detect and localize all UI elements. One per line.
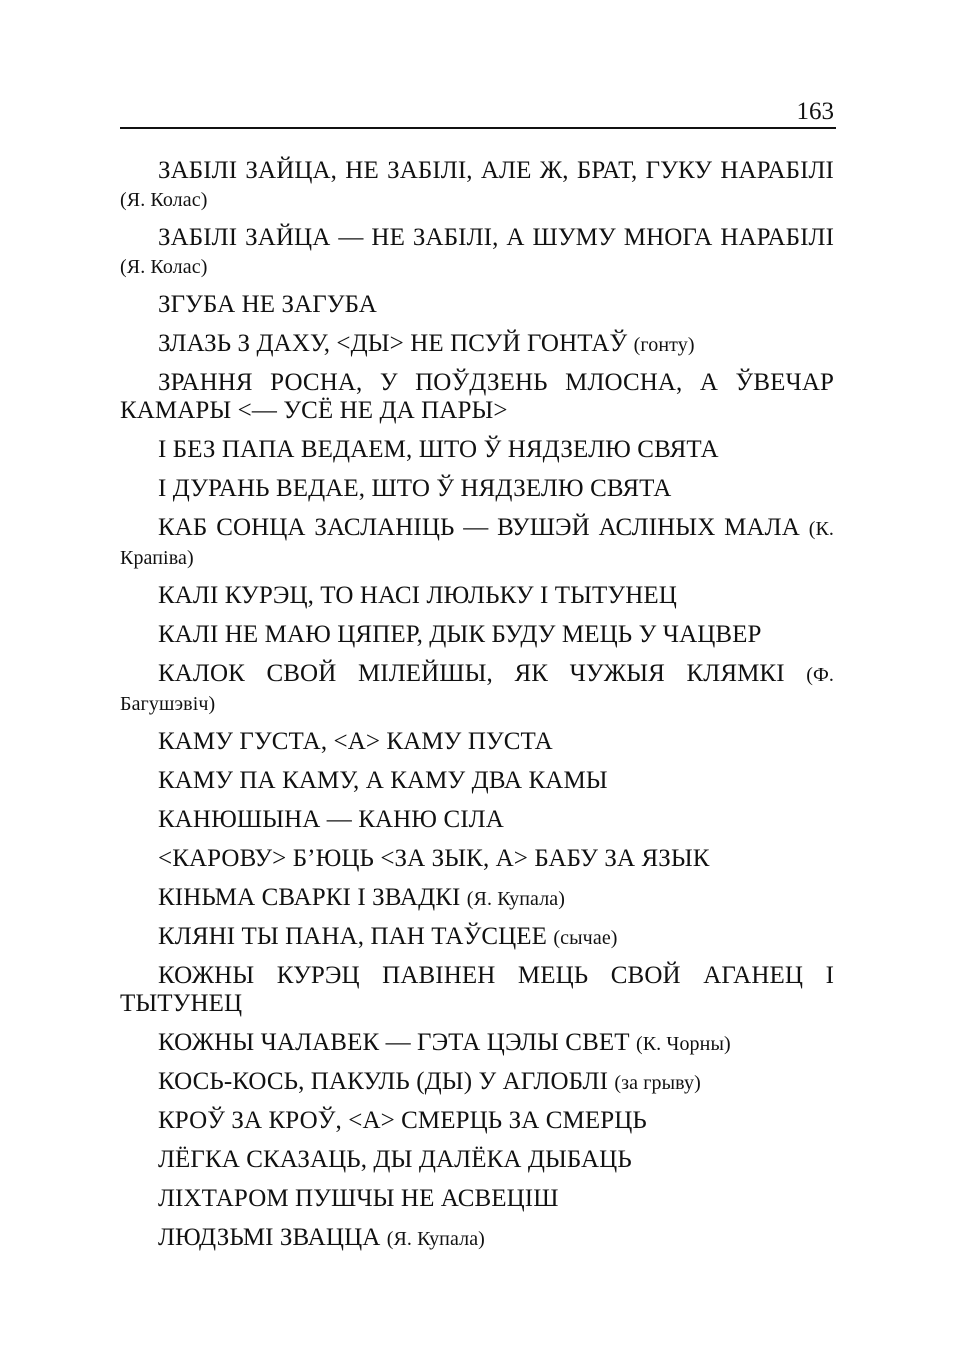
proverb-text: І ДУРАНЬ ВЕДАЕ, ШТО Ў НЯДЗЕЛЮ СВЯТА [158,475,672,502]
proverb-entry [120,728,834,757]
proverb-note: (Ф. Багушэвіч) [120,664,834,715]
proverb-text: ЗАБІЛІ ЗАЙЦА, НЕ ЗАБІЛІ, АЛЕ Ж, БРАТ, ГУКУ НАРАБІЛІ [158,157,834,184]
proverb-text: ЛЁГКА СКАЗАЦЬ, ДЫ ДАЛЁКА ДЫБАЦЬ [158,1146,632,1173]
proverb-entry [120,330,834,359]
proverb-entry [120,845,834,874]
page-number: 163 [796,98,834,125]
proverb-text: КАЛОК СВОЙ МІЛЕЙШЫ, ЯК ЧУЖЫЯ КЛЯМКІ [158,660,785,687]
proverb-entry [120,806,834,835]
proverb-note: (К. Чорны) [635,1033,731,1055]
proverb-entry [120,1107,834,1136]
proverb-entry [120,1068,834,1097]
proverb-note: (Я. Колас) [120,256,208,278]
proverb-entry [120,767,834,796]
proverb-text: КАНЮШЫНА — КАНЮ СІЛА [158,806,504,833]
proverb-text: <КАРОВУ> Б’ЮЦЬ <ЗА ЗЫК, А> БАБУ ЗА ЯЗЫК [158,845,710,872]
proverb-entry [120,369,834,426]
proverb-text: І БЕЗ ПАПА ВЕДАЕМ, ШТО Ў НЯДЗЕЛЮ СВЯТА [158,436,719,463]
proverb-entry [120,660,834,718]
proverb-text: КАМУ ПА КАМУ, А КАМУ ДВА КАМЫ [158,767,608,794]
proverb-text: КОСЬ-КОСЬ, ПАКУЛЬ (ДЫ) У АГЛОБЛІ [158,1068,608,1095]
proverb-text: КАЛІ НЕ МАЮ ЦЯПЕР, ДЫК БУДУ МЕЦЬ У ЧАЦВЕР [158,621,762,648]
proverb-entry [120,923,834,952]
proverb-note: (гонту) [633,334,695,356]
proverb-text: КРОЎ ЗА КРОЎ, <А> СМЕРЦЬ ЗА СМЕРЦЬ [158,1107,647,1134]
proverb-note: (за грыву) [614,1072,701,1094]
proverb-text: КОЖНЫ ЧАЛАВЕК — ГЭТА ЦЭЛЫ СВЕТ [158,1029,630,1056]
proverb-entry [120,475,834,504]
proverb-entry [120,621,834,650]
proverb-entry [120,436,834,465]
proverb-note: (Я. Купала) [386,1228,485,1250]
proverb-note: (сычае) [553,927,618,949]
proverb-entry [120,157,834,214]
proverb-text: ЛЮДЗЬМІ ЗВАЦЦА [158,1224,381,1251]
proverb-text: КІНЬМА СВАРКІ І ЗВАДКІ [158,884,461,911]
proverb-list [120,157,834,1263]
proverb-text: ЗРАННЯ РОСНА, У ПОЎДЗЕНЬ МЛОСНА, А ЎВЕЧАР КАМАРЫ <— УСЁ НЕ ДА ПАРЫ> [120,369,834,424]
proverb-entry [120,1224,834,1253]
proverb-entry [120,1146,834,1175]
proverb-text: ЗЛАЗЬ З ДАХУ, <ДЫ> НЕ ПСУЙ ГОНТАЎ [158,330,628,357]
proverb-entry [120,291,834,320]
proverb-entry [120,1029,834,1058]
proverb-note: (К. Крапіва) [120,518,834,569]
proverb-entry [120,514,834,572]
proverb-entry [120,582,834,611]
proverb-entry [120,224,834,281]
proverb-text: КОЖНЫ КУРЭЦ ПАВІНЕН МЕЦЬ СВОЙ АГАНЕЦ І ТЫТУНЕЦ [120,962,834,1017]
header-rule [120,127,836,129]
proverb-entry [120,884,834,913]
proverb-text: КАЛІ КУРЭЦ, ТО НАСІ ЛЮЛЬКУ І ТЫТУНЕЦ [158,582,677,609]
proverb-note: (Я. Колас) [120,189,208,211]
proverb-text: КАБ СОНЦА ЗАСЛАНІЦЬ — ВУШЭЙ АСЛІНЫХ МАЛА [158,514,800,541]
proverb-text: ЗАБІЛІ ЗАЙЦА — НЕ ЗАБІЛІ, А ШУМУ МНОГА НАРАБІЛІ [158,224,834,251]
proverb-text: ЗГУБА НЕ ЗАГУБА [158,291,377,318]
proverb-text: ЛІХТАРОМ ПУШЧЫ НЕ АСВЕЦІШ [158,1185,559,1212]
proverb-entry [120,962,834,1019]
proverb-note: (Я. Купала) [466,888,566,910]
proverb-text: КЛЯНІ ТЫ ПАНА, ПАН ТАЎСЦЕЕ [158,923,548,950]
proverb-text: КАМУ ГУСТА, <А> КАМУ ПУСТА [158,728,553,755]
proverb-entry [120,1185,834,1214]
